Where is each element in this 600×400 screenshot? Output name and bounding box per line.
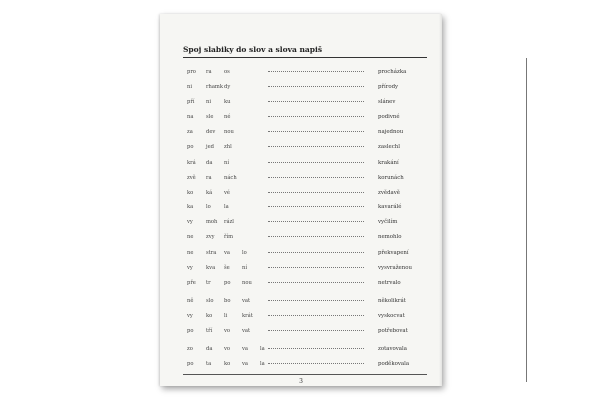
- syllable: li: [224, 313, 228, 319]
- syllable: nou: [242, 280, 252, 286]
- answer-line[interactable]: [268, 267, 364, 268]
- syllable: po: [187, 328, 194, 334]
- syllable: ko: [224, 361, 231, 367]
- syllable: vo: [224, 346, 231, 352]
- syllable: pro: [187, 69, 196, 75]
- answer-line[interactable]: [268, 131, 364, 132]
- answer-word: najednou: [378, 129, 404, 135]
- syllable: va: [242, 346, 249, 352]
- syllable: vat: [242, 328, 251, 334]
- syllable: na: [187, 114, 194, 120]
- answer-line[interactable]: [268, 86, 364, 87]
- answer-word: procházka: [378, 69, 407, 75]
- syllable: da: [206, 346, 213, 352]
- syllable: vé: [224, 190, 231, 196]
- syllable: ra: [206, 69, 212, 75]
- syllable: zvě: [187, 175, 196, 181]
- syllable: ra: [206, 175, 212, 181]
- answer-line[interactable]: [268, 71, 364, 72]
- syllable: la: [224, 204, 229, 210]
- answer-word: přírody: [378, 84, 399, 90]
- page-title: Spoj slabiky do slov a slova napiš: [183, 45, 323, 54]
- answer-line[interactable]: [268, 300, 364, 301]
- footer-rule: [183, 374, 427, 375]
- answer-word: krakání: [378, 160, 399, 166]
- answer-line[interactable]: [268, 162, 364, 163]
- exercise-row: [160, 96, 442, 108]
- page-number: 3: [299, 378, 303, 385]
- exercise-row: [160, 231, 442, 243]
- exercise-row: [160, 310, 442, 322]
- syllable: za: [187, 129, 193, 135]
- answer-line[interactable]: [268, 206, 364, 207]
- exercise-row: [160, 216, 442, 228]
- syllable: lo: [242, 250, 247, 256]
- syllable: ne: [187, 234, 194, 240]
- syllable: po: [187, 144, 194, 150]
- answer-word: poděkovala: [378, 361, 410, 367]
- exercise-row: [160, 247, 442, 259]
- syllable: ně: [187, 298, 194, 304]
- syllable: né: [224, 114, 231, 120]
- answer-word: kavarálé: [378, 204, 402, 210]
- answer-word: nemohlo: [378, 234, 402, 240]
- syllable: zhl: [224, 144, 232, 150]
- syllable: nách: [224, 175, 237, 181]
- exercise-row: [160, 157, 442, 169]
- exercise-row: [160, 358, 442, 370]
- syllable: ká: [206, 190, 213, 196]
- syllable: krá: [187, 160, 196, 166]
- exercise-row: [160, 126, 442, 138]
- syllable: řím: [224, 234, 234, 240]
- syllable: ko: [187, 190, 194, 196]
- syllable: moh: [206, 219, 218, 225]
- syllable: pří: [187, 99, 195, 105]
- answer-word: vyskocvat: [378, 313, 405, 319]
- syllable: va: [242, 361, 249, 367]
- syllable: da: [206, 160, 213, 166]
- title-underline: [183, 57, 427, 58]
- exercise-row: [160, 343, 442, 355]
- syllable: vy: [187, 219, 193, 225]
- answer-word: netrvalo: [378, 280, 401, 286]
- syllable: ka: [187, 204, 194, 210]
- syllable: vo: [224, 328, 231, 334]
- answer-line[interactable]: [268, 363, 364, 364]
- syllable: ku: [224, 99, 231, 105]
- exercise-row: [160, 262, 442, 274]
- answer-line[interactable]: [268, 192, 364, 193]
- workbook-page: [160, 14, 442, 386]
- answer-word: vyčilím: [378, 219, 398, 225]
- answer-word: zvědavě: [378, 190, 400, 196]
- answer-word: vysvraženou: [378, 265, 412, 271]
- answer-word: slánev: [378, 99, 396, 105]
- syllable: bo: [224, 298, 231, 304]
- syllable: ní: [242, 265, 248, 271]
- syllable: rázl: [224, 219, 234, 225]
- syllable: po: [187, 361, 194, 367]
- exercise-row: [160, 325, 442, 337]
- syllable: vy: [187, 265, 193, 271]
- answer-line[interactable]: [268, 252, 364, 253]
- syllable: os: [224, 69, 230, 75]
- syllable: ni: [206, 99, 212, 105]
- syllable: ta: [206, 361, 212, 367]
- answer-line[interactable]: [268, 236, 364, 237]
- syllable: tří: [206, 328, 213, 334]
- syllable: kva: [206, 265, 216, 271]
- answer-line[interactable]: [268, 348, 364, 349]
- syllable: sle: [206, 114, 214, 120]
- syllable: še: [224, 265, 230, 271]
- syllable: lo: [206, 204, 211, 210]
- syllable: ní: [224, 160, 230, 166]
- syllable: ne: [187, 250, 194, 256]
- syllable: rhamk: [206, 84, 223, 90]
- syllable: vat: [242, 298, 251, 304]
- syllable: dy: [224, 84, 231, 90]
- answer-word: korunách: [378, 175, 404, 181]
- syllable: va: [224, 250, 231, 256]
- syllable: stra: [206, 250, 217, 256]
- answer-word: zaslechl: [378, 144, 400, 150]
- exercise-row: [160, 141, 442, 153]
- exercise-row: [160, 187, 442, 199]
- syllable: pře: [187, 280, 196, 286]
- exercise-row: [160, 277, 442, 289]
- syllable: po: [224, 280, 231, 286]
- answer-word: několikrát: [378, 298, 406, 304]
- answer-word: překvapení: [378, 250, 409, 256]
- answer-line[interactable]: [268, 330, 364, 331]
- syllable: slo: [206, 298, 214, 304]
- answer-line[interactable]: [268, 315, 364, 316]
- answer-line[interactable]: [268, 177, 364, 178]
- syllable: krát: [242, 313, 253, 319]
- syllable: vy: [187, 313, 193, 319]
- syllable: dev: [206, 129, 216, 135]
- answer-line[interactable]: [268, 282, 364, 283]
- answer-word: potřebovat: [378, 328, 408, 334]
- syllable: la: [260, 346, 265, 352]
- answer-word: podivné: [378, 114, 400, 120]
- answer-word: zotavovala: [378, 346, 407, 352]
- exercise-row: [160, 295, 442, 307]
- exercise-row: [160, 81, 442, 93]
- answer-line[interactable]: [268, 221, 364, 222]
- syllable: ni: [187, 84, 193, 90]
- syllable: la: [260, 361, 265, 367]
- syllable: zvy: [206, 234, 215, 240]
- syllable: jed: [206, 144, 214, 150]
- syllable: ko: [206, 313, 213, 319]
- answer-line[interactable]: [268, 116, 364, 117]
- answer-column-divider: [526, 58, 527, 382]
- answer-line[interactable]: [268, 101, 364, 102]
- exercise-row: [160, 111, 442, 123]
- exercise-row: [160, 66, 442, 78]
- syllable: nou: [224, 129, 234, 135]
- syllable: tr: [206, 280, 211, 286]
- syllable: zo: [187, 346, 193, 352]
- exercise-row: [160, 172, 442, 184]
- answer-line[interactable]: [268, 146, 364, 147]
- exercise-row: [160, 201, 442, 213]
